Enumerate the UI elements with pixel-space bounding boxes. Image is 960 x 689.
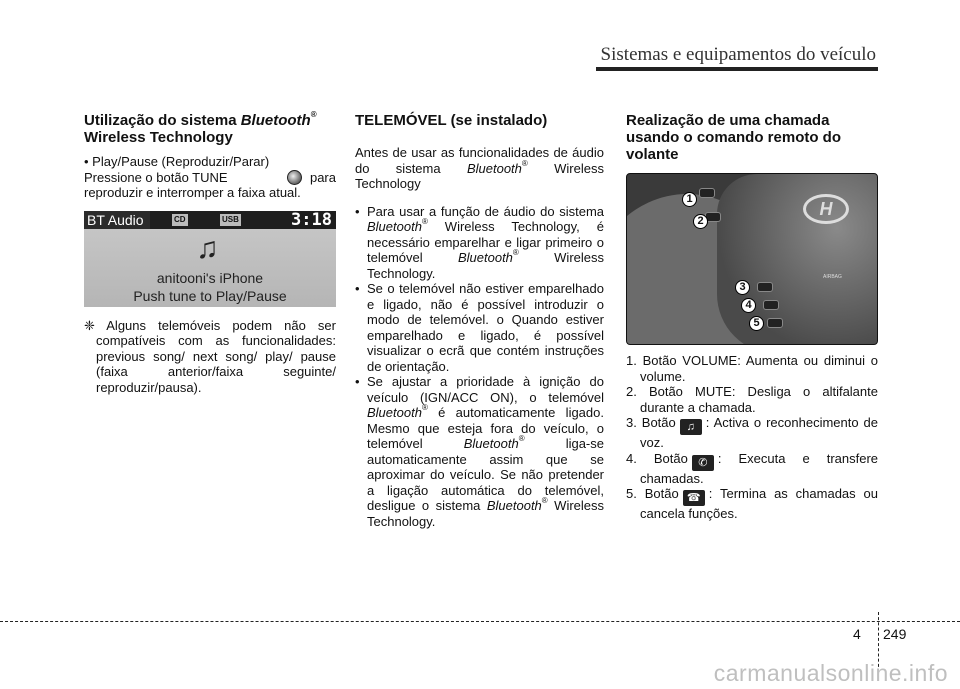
audio-display-image (84, 211, 336, 307)
call-button-icon (763, 300, 779, 310)
section-heading-phone: TELEMÓVEL (se instalado) (355, 112, 548, 129)
section-number: 4 (853, 626, 861, 642)
volume-button-icon (699, 188, 715, 198)
remote-button-list (626, 353, 878, 522)
music-note-icon: ♫ (196, 231, 219, 265)
footer-rule (0, 621, 960, 622)
section-heading-remote: Realização de uma chamada usando o comando remoto do volante (626, 112, 842, 163)
column-phone (355, 112, 604, 529)
list-item: 4. Botão ✆ : Executa e transfere chamadas. (626, 450, 879, 486)
phone-end-icon: ☎ (683, 490, 705, 506)
voice-button-icon (757, 282, 773, 292)
airbag-label: AIRBAG (823, 274, 842, 280)
wheel-hub (717, 174, 878, 345)
display-hint: Push tune to Play/Pause (133, 287, 287, 304)
display-cd-icon: CD (174, 214, 186, 224)
display-clock: 3:18 (291, 210, 332, 230)
tune-instruction: Pressione o botão TUNE para (84, 169, 336, 185)
column-bluetooth-audio (84, 112, 336, 395)
page-header-title: Sistemas e equipamentos do veículo (600, 44, 876, 65)
callout-4: 4 (741, 298, 756, 313)
phone-bullets (355, 204, 604, 530)
watermark: carmanualsonline.info (713, 660, 948, 686)
list-item: • Se ajustar a prioridade à ignição do veículo (IGN/ACC ON), o telemóvel Bluetooth® é automaticamente ligado. Mesmo que esteja fora do veículo, o telemóvel Bluetooth® liga-se automaticamente assim que se aproximar do veículo. Se não pretender a ligação automática do telemóvel, desligue o sistema Bluetooth® Wireless Technology. (355, 374, 604, 529)
list-item: 3. Botão ♫ : Activa o reconhecimento de voz. (626, 415, 878, 450)
phone-intro: Antes de usar as funcionalidades de áudio do sistema Bluetooth® Wireless Technology (355, 145, 604, 191)
compatibility-note: ❈ Alguns telemóveis podem não ser compatíveis com as funcionalidades: previous song/ next song/ play/ pause (faixa anterior/faixa seguinte/ reproduzir/pausa). (84, 317, 336, 395)
steering-wheel-image (626, 173, 878, 345)
end-call-button-icon (767, 318, 783, 328)
tune-knob-icon (287, 170, 302, 185)
tune-instruction-line2: reproduzir e interromper a faixa atual. (84, 185, 301, 200)
callout-1: 1 (682, 192, 697, 207)
section-heading-bluetooth: Utilização do sistema Bluetooth® Wireless Technology (84, 110, 317, 146)
phone-call-icon: ✆ (692, 455, 714, 471)
list-item: 1. Botão VOLUME: Aumenta ou diminui o volume. (626, 353, 878, 384)
list-item: • Para usar a função de áudio do sistema Bluetooth® Wireless Technology, é necessário emparelhar e ligar primeiro o telemóvel Bluetooth® Wireless Technology. (355, 204, 604, 282)
voice-recognition-icon: ♫ (680, 419, 702, 435)
list-item: • Se o telemóvel não estiver emparelhado e ligado, não é possível introduzir o modo de telemóvel. o Quando estiver emparelhado e ligado, é possível visualizar o ecrã que contém instruções de orientação. (355, 281, 604, 374)
play-pause-label: • Play/Pause (Reproduzir/Parar) (84, 154, 270, 169)
brand-logo-icon: H (803, 194, 849, 224)
page-number: 249 (883, 626, 907, 642)
header-rule (596, 67, 878, 71)
display-device-name: anitooni's iPhone (156, 269, 264, 286)
callout-2: 2 (693, 214, 708, 229)
display-usb-icon: USB (222, 214, 239, 224)
display-status-bar (84, 211, 336, 229)
list-item: 2. Botão MUTE: Desliga o altifalante durante a chamada. (626, 384, 878, 415)
list-item: 5. Botão ☎ : Termina as chamadas ou cancela funções. (626, 486, 878, 521)
callout-5: 5 (749, 316, 764, 331)
callout-3: 3 (735, 280, 750, 295)
display-bt-label: BT Audio (84, 211, 150, 229)
column-steering-remote (626, 112, 878, 522)
